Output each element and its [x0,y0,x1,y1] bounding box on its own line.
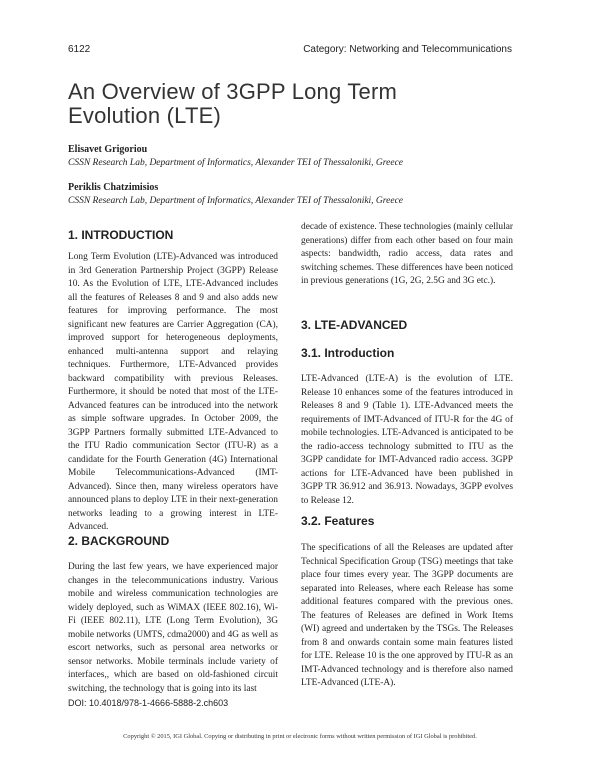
section-heading-lte-advanced: 3. LTE-ADVANCED [301,318,408,332]
section-heading-introduction: 1. INTRODUCTION [68,228,174,242]
article-title: An Overview of 3GPP Long Term Evolution (LTE) [68,79,398,128]
lte-advanced-introduction-body: LTE-Advanced (LTE-A) is the evolution of LTE. Release 10 enhances some of the features introduced in Releases 8 and 9 (Table 1). LTE-Advanced meets the requirements of IMT-Advanced of ITU-R for the 4G of mobile technologies. LTE-Advanced is anticipated to be the radio-access technology submitted to ITU as the 3GPP candidate for IMT-Advanced radio access. 3GPP actions for LTE-Advanced have been published in 3GPP TR 36.912 and 36.913. Nowadays, 3GPP evolves to Release 12. [301,374,513,506]
introduction-body: Long Term Evolution (LTE)-Advanced was introduced in 3rd Generation Partnership Project (3GPP) Release 10. As the Evolution of LTE, LTE-Advanced includes all the features of Releases 8 and 9 and also adds new features for improving performance. The most significant new features are Carrier Aggregation (CA), improved support for heterogeneous deployments, enhanced multi-antenna support and relaying techniques. Furthermore, LTE-Advanced provides backward compatibility with previous Releases. Furthermore, it should be noted that most of the LTE-Advanced features can be introduced into the network as simple software upgrades. In October 2009, the 3GPP Partners formally submitted LTE-Advanced to the ITU Radio communication Sector (ITU-R) as a candidate for the Fourth Generation (4G) International Mobile Telecommunications-Advanced (IMT-Advanced). Since then, many wireless operators have announced plans to deploy LTE in their next-generation networks leading to a growing interest in LTE-Advanced. [68,252,278,532]
author-name-2: Periklis Chatzimisios [68,182,159,193]
doi: DOI: 10.4018/978-1-4666-5888-2.ch603 [68,698,229,708]
author-name-1: Elisavet Grigoriou [68,144,148,155]
section-heading-background: 2. BACKGROUND [68,534,170,548]
category-label: Category: Networking and Telecommunications [303,44,512,55]
copyright-notice: Copyright © 2015, IGI Global. Copying or distributing in print or electronic forms without written permission of IGI Global is prohibited. [123,733,477,740]
features-body: The specifications of all the Releases are updated after Technical Specification Group (TSG) meetings that take place four times every year. The 3GPP documents are separated into Releases, where each Release has some additional features compared with the previous ones. The features of Releases are defined in Work Items (WI) agreed and undertaken by the TSGs. The Releases from 8 and onwards contain some main features listed for LTE. Release 10 is the one approved by ITU-R as an IMT-Advanced technology and is therefore also named LTE-Advanced (LTE-A). [301,543,513,688]
subsection-heading-introduction: 3.1. Introduction [301,346,395,360]
page-number: 6122 [68,44,91,55]
subsection-heading-features: 3.2. Features [301,514,375,528]
author-affiliation-2: CSSN Research Lab, Department of Informatics, Alexander TEI of Thessaloniki, Greece [68,196,404,206]
background-body-continued: decade of existence. These technologies (mainly cellular generations) differ from each other based on four main aspects: bandwidth, radio access, data rates and switching schemes. These differences have been noticed in previous generations (1G, 2G, 2.5G and 3G etc.). [301,222,513,286]
background-body: During the last few years, we have experienced major changes in the telecommunications industry. Various mobile and wireless communication technologies are widely deployed, such as WiMAX (IEEE 802.16), Wi-Fi (IEEE 802.11), LTE (Long Term Evolution), 3G mobile networks (UMTS, cdma2000) and 4G as well as escort networks, such as personal area networks or sensor networks. Mobile terminals include variety of interfaces,, which are based on old-fashioned circuit switching, the technology that is going into its last [68,562,278,694]
author-affiliation-1: CSSN Research Lab, Department of Informatics, Alexander TEI of Thessaloniki, Greece [68,158,404,168]
